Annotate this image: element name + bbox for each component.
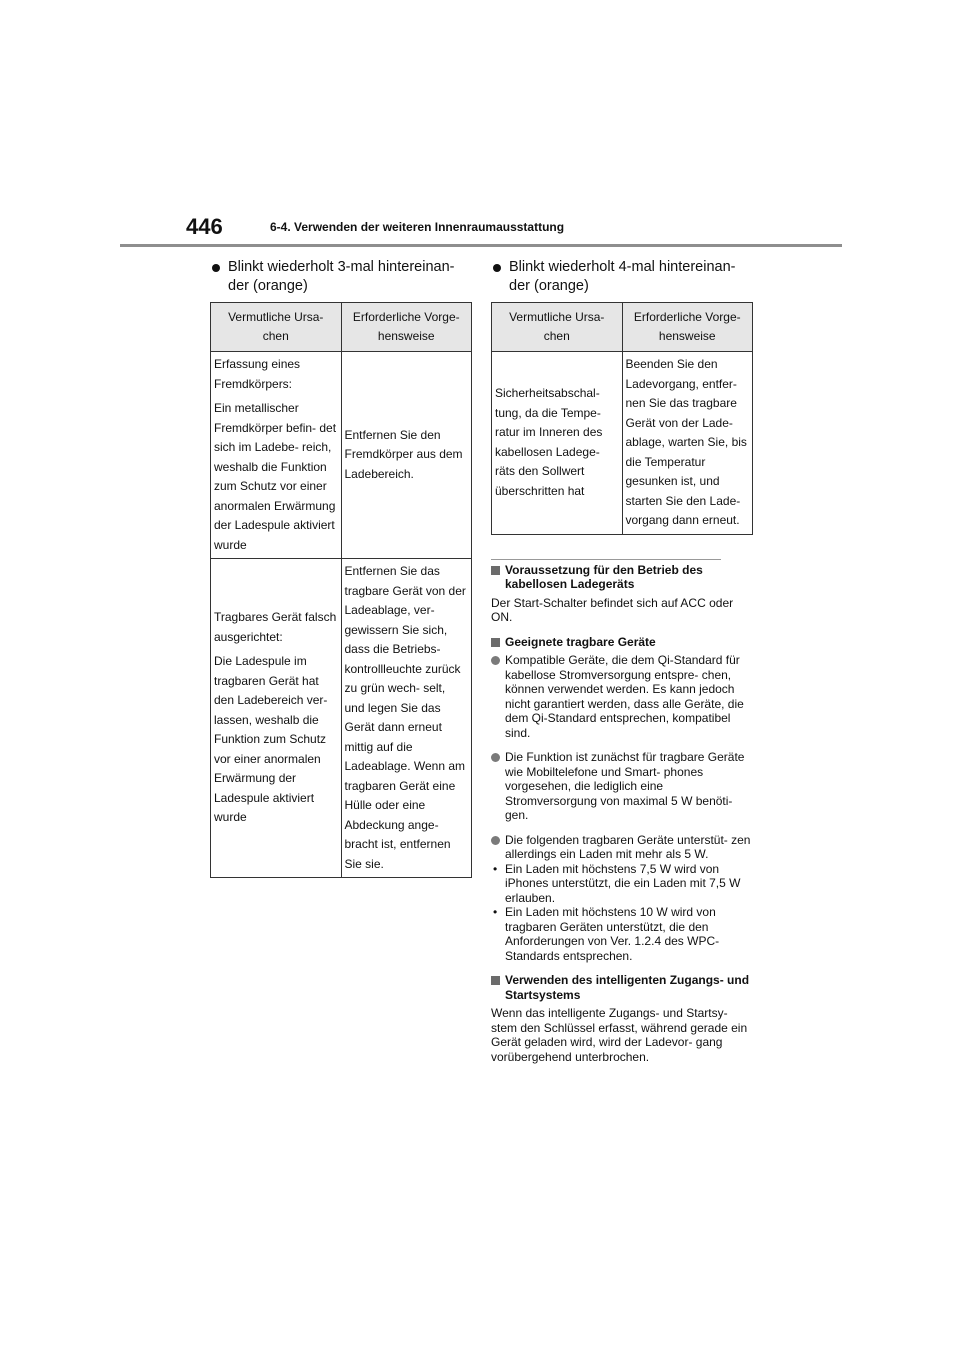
note-heading-text: Geeignete tragbare Geräte	[505, 634, 656, 649]
cause-cell	[211, 559, 342, 878]
left-column	[210, 258, 472, 878]
cause-column-header: Vermutliche Ursa- chen	[211, 303, 342, 352]
blink-3x-heading	[210, 258, 472, 296]
table-header-row	[211, 303, 472, 352]
note-heading-text: Verwenden des intelligenten Zugangs- und Startsystems	[505, 973, 750, 1002]
circle-bullet-icon	[491, 753, 500, 762]
sub-list-text: Ein Laden mit höchstens 10 W wird von tragbaren Geräten unterstützt, die den Anforderungen von Ver. 1.2.4 des WPC- Standards entsprechen.	[505, 905, 720, 963]
bullet-dot-icon	[212, 264, 220, 272]
note-text: Wenn das intelligente Zugangs- und Startsy- stem den Schlüssel erfasst, während gerade ein Gerät geladen wird, wird der Ladevor- gang vorübergehend unterbrochen.	[491, 1006, 748, 1064]
action-column-header: Erforderliche Vorge- hensweise	[622, 303, 753, 352]
blink-3x-heading-text: Blinkt wiederholt 3-mal hintereinan- der (orange)	[228, 259, 455, 294]
note-text: Der Start-Schalter befindet sich auf ACC oder ON.	[491, 595, 734, 624]
blink-4x-heading	[491, 258, 753, 296]
notes-divider	[491, 559, 721, 560]
sub-list-item	[491, 862, 753, 906]
action-column-header: Erforderliche Vorge- hensweise	[341, 303, 472, 352]
note-bullet	[491, 653, 753, 740]
square-bullet-icon	[491, 976, 500, 985]
cause-description: Ein metallischer Fremdkörper befin- det sich im Ladebe- reich, weshalb die Funktion zum Schutz vor einer anormalen Erwärmung der Ladespule aktiviert wurde	[214, 401, 337, 552]
bullet-dot-icon	[493, 264, 501, 272]
action-cell: Entfernen Sie den Fremdkörper aus dem Ladebereich.	[341, 352, 472, 559]
note-bullet	[491, 750, 753, 823]
cause-cell	[211, 352, 342, 559]
action-cell: Entfernen Sie das tragbare Gerät von der Ladeablage, ver- gewissern Sie sich, dass die Betriebs- kontrollleuchte zurück zu grün wech- selt, und legen Sie das Gerät dann erneut mittig auf die Ladeablage. Wenn am tragbaren Gerät eine Hülle oder eine Abdeckung ange- bracht ist, entfernen Sie sie.	[341, 559, 472, 878]
circle-bullet-icon	[491, 836, 500, 845]
page-header	[120, 214, 842, 248]
table-row	[492, 352, 753, 535]
sub-list-text: Ein Laden mit höchstens 7,5 W wird von iPhones unterstützt, die ein Laden mit 7,5 W erlauben.	[505, 861, 741, 905]
sub-list-item	[491, 905, 753, 963]
page-number: 446	[186, 214, 223, 239]
note-heading	[491, 973, 753, 1002]
note-bullet	[491, 833, 753, 862]
square-bullet-icon	[491, 638, 500, 647]
blink-4x-heading-text: Blinkt wiederholt 4-mal hintereinan- der (orange)	[509, 259, 736, 294]
table-row	[211, 559, 472, 878]
table-row	[211, 352, 472, 559]
note-heading-text: Voraussetzung für den Betrieb des kabellosen Ladegeräts	[505, 562, 703, 591]
cause-description: Die Ladespule im tragbaren Gerät hat den Ladebereich ver- lassen, weshalb die Funktion zum Schutz vor einer anormalen Erwärmung der Ladespule aktiviert wurde	[214, 654, 328, 825]
cause-cell: Sicherheitsabschal- tung, da die Tempe- ratur im Inneren des kabellosen Ladege- räts den Sollwert überschritten hat	[492, 352, 623, 535]
blink-3x-table	[210, 302, 472, 878]
small-bullet-icon: •	[493, 905, 498, 919]
sub-list	[491, 862, 753, 964]
notes-section	[491, 559, 753, 1065]
cause-title: Erfassung eines Fremdkörpers:	[214, 357, 301, 391]
cause-title: Tragbares Gerät falsch ausgerichtet:	[214, 610, 337, 644]
note-bullet-text: Kompatible Geräte, die dem Qi-Standard für kabellose Stromversorgung entspre- chen, können verwendet werden. Es kann jedoch nicht garantiert werden, dass alle Geräte, die dem Qi-Standard entsprechen, kompatibel sind.	[505, 653, 744, 740]
cause-column-header: Vermutliche Ursa- chen	[492, 303, 623, 352]
action-cell: Beenden Sie den Ladevorgang, entfer- nen Sie das tragbare Gerät von der Lade- ablage, warten Sie, bis die Temperatur gesunken ist, und starten Sie den Lade- vorgang dann erneut.	[622, 352, 753, 535]
circle-bullet-icon	[491, 656, 500, 665]
note-heading	[491, 635, 753, 650]
square-bullet-icon	[491, 566, 500, 575]
note-bullet-text: Die Funktion ist zunächst für tragbare Geräte wie Mobiltelefone und Smart- phones vorgesehen, die lediglich eine Stromversorgung von maximal 5 W benöti- gen.	[505, 750, 745, 822]
header-divider	[120, 244, 842, 247]
note-bullet-text: Die folgenden tragbaren Geräte unterstüt- zen allerdings ein Laden mit mehr als 5 W.	[505, 832, 751, 861]
small-bullet-icon: •	[493, 861, 498, 876]
blink-4x-table	[491, 302, 753, 535]
note-heading	[491, 563, 753, 592]
right-column	[491, 258, 753, 1074]
section-title: 6-4. Verwenden der weiteren Innenraumausstattung	[270, 220, 565, 234]
table-header-row	[492, 303, 753, 352]
